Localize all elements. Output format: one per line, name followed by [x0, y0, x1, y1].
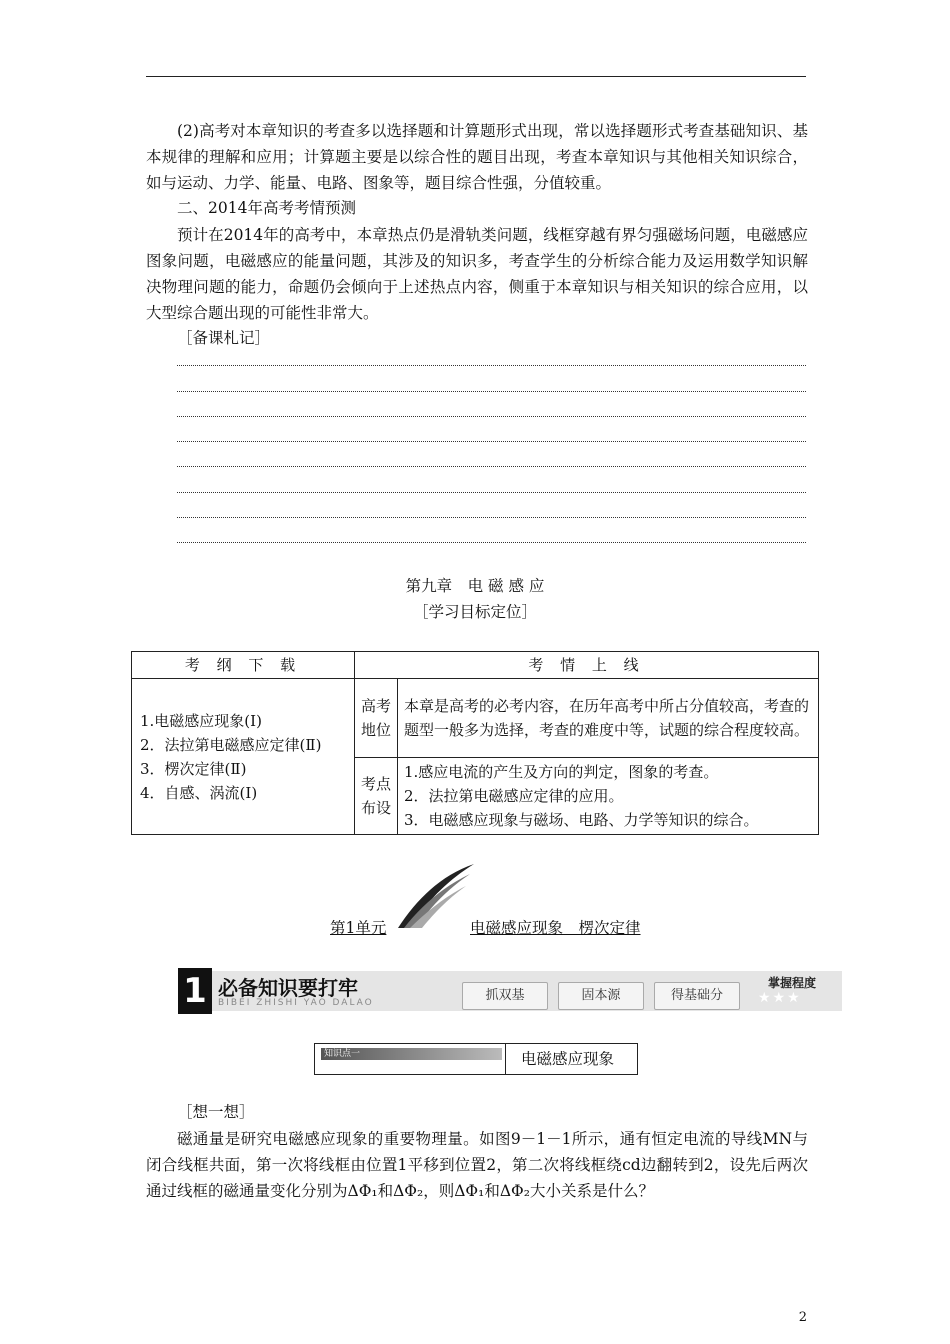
- tab-basics[interactable]: 抓双基: [462, 982, 548, 1010]
- mastery-label: 掌握程度: [768, 976, 817, 990]
- tab-score[interactable]: 得基础分: [654, 982, 740, 1010]
- note-line: [177, 466, 806, 467]
- knowledge-point-tag: 知识点一: [321, 1048, 502, 1060]
- section-heading: 二、2014年高考考情预测: [177, 199, 356, 217]
- chapter-title: 第九章 电 磁 感 应: [405, 577, 545, 595]
- box-divider: [505, 1044, 506, 1074]
- banner-pinyin: BIBEI ZHISHI YAO DALAO: [218, 998, 374, 1008]
- knowledge-point-title: 电磁感应现象: [521, 1050, 615, 1068]
- outline-table: [131, 651, 819, 835]
- syllabus-item: 3．楞次定律(Ⅱ): [140, 759, 247, 778]
- para-text: 预计在2014年的高考中，本章热点仍是滑轨类问题，线框穿越有界匀强磁场问题，电磁感应图象问题，电磁感应的能量问题，其涉及的知识多，考查学生的分析综合能力及运用数学知识解决物理问题的能力，命题仍会倾向于上述热点内容，侧重于本章知识与相关知识的综合应用，以大型综合题出现的可能性非常大。: [146, 226, 808, 322]
- knowledge-point-box: [314, 1043, 638, 1075]
- syllabus-item: 1.电磁感应现象(Ⅰ): [140, 711, 262, 730]
- topic-item: 1.感应电流的产生及方向的判定，图象的考查。: [404, 763, 719, 781]
- topic-item: 2．法拉第电磁感应定律的应用。: [404, 787, 624, 805]
- header-rule: [146, 76, 806, 77]
- topic-item: 3．电磁感应现象与磁场、电路、力学等知识的综合。: [404, 811, 759, 829]
- unit-title: 电磁感应现象 楞次定律: [470, 919, 641, 937]
- note-line: [177, 517, 806, 518]
- syllabus-header: 考 纲 下 载: [132, 652, 355, 679]
- note-line: [177, 365, 806, 366]
- syllabus-cell: [132, 679, 355, 835]
- status-label: 高考 地位: [355, 679, 398, 758]
- note-line: [177, 391, 806, 392]
- unit-number: 第1单元: [330, 919, 387, 937]
- para-text: 磁通量是研究电磁感应现象的重要物理量。如图9－1－1所示，通有恒定电流的导线MN与闭合线框共面，第一次将线框由位置1平移到位置2，第二次将线框绕cd边翻转到2，设先后两次通过线框的磁通量变化分别为ΔΦ₁和ΔΦ₂，则ΔΦ₁和ΔΦ₂大小关系是什么？: [146, 1130, 808, 1200]
- syllabus-item: 2．法拉第电磁感应定律(Ⅱ): [140, 735, 322, 754]
- tab-foundation[interactable]: 固本源: [558, 982, 644, 1010]
- star-rating-icon: ★★★: [758, 990, 802, 1006]
- swoosh-icon: [396, 860, 476, 930]
- banner-title: 必备知识要打牢: [218, 976, 358, 1000]
- banner-badge: 1: [178, 968, 212, 1014]
- note-line: [177, 542, 806, 543]
- note-line: [177, 416, 806, 417]
- topics-label: 考点 布设: [355, 758, 398, 835]
- intro-paragraph-2: [146, 222, 808, 326]
- syllabus-item: 4．自感、涡流(Ⅰ): [140, 783, 258, 802]
- note-line: [177, 441, 806, 442]
- think-paragraph: [146, 1126, 808, 1204]
- intro-paragraph-1: [146, 118, 808, 196]
- note-line: [177, 492, 806, 493]
- exam-header: 考 情 上 线: [355, 652, 819, 679]
- notes-label: ［备课札记］: [177, 329, 271, 347]
- think-label: ［想一想］: [177, 1103, 255, 1121]
- status-text: 本章是高考的必考内容，在历年高考中所占分值较高，考查的题型一般多为选择，考查的难度中等，试题的综合程度较高。: [398, 679, 819, 758]
- chapter-subtitle: ［学习目标定位］: [412, 603, 537, 621]
- para-text: (2)高考对本章知识的考查多以选择题和计算题形式出现，常以选择题形式考查基础知识、基本规律的理解和应用；计算题主要是以综合性的题目出现，考查本章知识与其他相关知识综合，如与运动、力学、能量、电路、图象等，题目综合性强，分值较重。: [146, 122, 808, 192]
- topics-cell: [398, 758, 819, 835]
- page-number: 2: [798, 1310, 807, 1325]
